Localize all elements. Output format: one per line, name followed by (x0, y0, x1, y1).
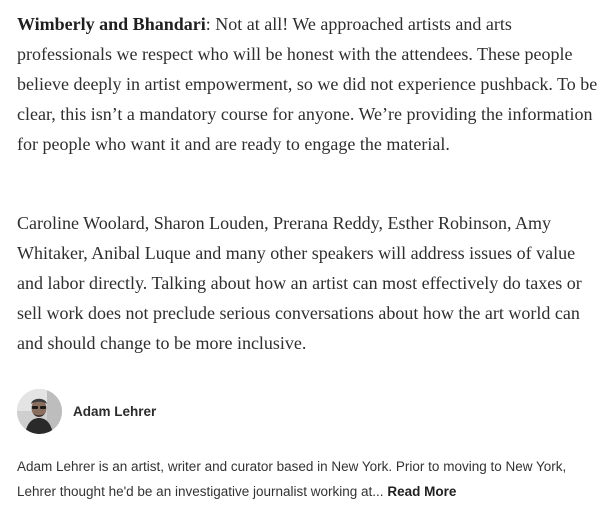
article-paragraph-2: Caroline Woolard, Sharon Louden, Prerana Reddy, Esther Robinson, Amy Whitaker, Anibal Luque and many other speakers will address issues of value and labor directly. Talking about how an artist can most effectively do taxes or sell work does not preclude serious conversations about how the art world can and should change to be more inclusive. (17, 213, 582, 353)
author-bio (17, 454, 605, 504)
article-paragraph-1 (17, 9, 605, 159)
author-block (17, 389, 156, 434)
author-avatar[interactable] (17, 389, 62, 434)
speaker-name: Wimberly and Bhandari (17, 14, 206, 34)
author-name[interactable]: Adam Lehrer (73, 404, 157, 419)
author-avatar-photo-icon (17, 389, 62, 434)
author-bio-text: Adam Lehrer is an artist, writer and curator based in New York. Prior to moving to New York, Lehrer thought he'd be an investigative journalist working at... (17, 459, 567, 499)
paragraph-1-text: : Not at all! We approached artists and arts professionals we respect who will be honest with the attendees. These people believe deeply in artist empowerment, so we did not experience pushback. To be clear, this isn’t a mandatory course for anyone. We’re providing the information for people who want it and are ready to engage the material. (17, 14, 598, 154)
read-more-link[interactable]: Read More (387, 484, 457, 499)
